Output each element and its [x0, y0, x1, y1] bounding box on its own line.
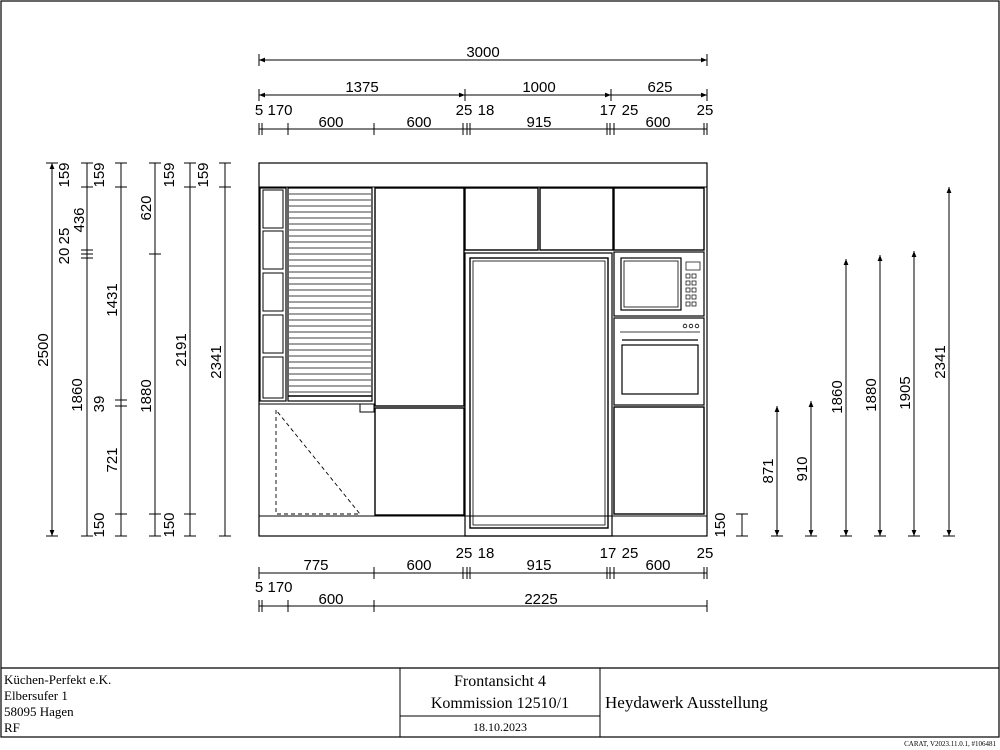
tall-lower-door [375, 408, 464, 515]
dim-left-1431: 1431 [104, 283, 121, 317]
dim-right-1860: 1860 [829, 380, 846, 414]
dim-left-150b: 150 [161, 512, 178, 538]
dim-left-1860: 1860 [69, 378, 86, 412]
dim-top-915: 915 [526, 114, 552, 131]
drawer-initials: RF [4, 720, 20, 735]
fridge-top-left-door [465, 188, 538, 250]
view-title: Frontansicht 4 [454, 673, 546, 690]
drawing-date: 18.10.2023 [473, 720, 527, 734]
dim-bot-775: 775 [303, 557, 329, 574]
dim-bot-25c: 25 [696, 545, 714, 562]
dim-top-600a: 600 [318, 114, 344, 131]
sheet-border [1, 1, 999, 737]
right-upper-door [614, 188, 704, 250]
microwave-controls [686, 262, 700, 306]
roller-shutter-cabinet [288, 188, 372, 401]
dim-left-159d: 159 [195, 162, 212, 188]
dim-top-1375: 1375 [345, 79, 379, 96]
dim-bot-5: 5 [254, 579, 264, 596]
dim-left-20: 20 [56, 247, 73, 265]
open-shelf [260, 188, 286, 401]
top-dimension-labels [255, 44, 714, 131]
dim-bot-2225: 2225 [524, 591, 558, 608]
right-dimension-labels [712, 345, 949, 537]
dim-top-17: 17 [599, 102, 617, 119]
wall-outline [259, 163, 707, 536]
dim-right-1905: 1905 [897, 376, 914, 410]
dim-top-625: 625 [647, 79, 673, 96]
company-city: 58095 Hagen [4, 704, 74, 719]
dim-bot-600c: 600 [318, 591, 344, 608]
microwave [614, 252, 704, 316]
dim-bot-915: 915 [526, 557, 552, 574]
company-street: Elbersufer 1 [4, 688, 68, 703]
fridge-door [470, 258, 608, 528]
dim-top-3000: 3000 [466, 44, 500, 61]
dim-top-170: 170 [267, 102, 293, 119]
dim-right-1880: 1880 [863, 378, 880, 412]
software-version: CARAT, V2023.11.0.1, #106481 [904, 740, 996, 748]
dim-bot-18: 18 [477, 545, 495, 562]
dim-left-436: 436 [71, 207, 88, 233]
dim-top-600b: 600 [406, 114, 432, 131]
project-name: Heydawerk Ausstellung [605, 693, 768, 712]
dim-top-25a: 25 [455, 102, 473, 119]
dim-bot-600a: 600 [406, 557, 432, 574]
dim-left-2341: 2341 [208, 345, 225, 379]
dim-left-2191: 2191 [173, 333, 190, 367]
commission-number: Kommission 12510/1 [430, 695, 570, 712]
dim-top-18: 18 [477, 102, 495, 119]
right-base-door [614, 407, 704, 514]
oven [614, 318, 704, 405]
bottom-dimension-labels [255, 545, 714, 608]
dim-left-159c: 159 [161, 162, 178, 188]
dim-left-150a: 150 [91, 512, 108, 538]
dim-top-5: 5 [254, 102, 264, 119]
dim-left-25: 25 [56, 227, 73, 245]
dim-left-620: 620 [138, 195, 155, 221]
dim-right-910: 910 [794, 456, 811, 482]
dim-bot-25b: 25 [621, 545, 639, 562]
tall-upper-door [375, 188, 464, 406]
dim-bot-25a: 25 [455, 545, 473, 562]
dim-right-2341: 2341 [932, 345, 949, 379]
dim-top-1000: 1000 [522, 79, 556, 96]
dim-left-159a: 159 [56, 162, 73, 188]
fridge-niche [465, 253, 612, 536]
left-dimension-labels [35, 162, 225, 537]
kitchen-elevation [259, 163, 707, 536]
dim-top-25b: 25 [621, 102, 639, 119]
dim-right-150: 150 [712, 512, 729, 538]
dim-bot-600b: 600 [645, 557, 671, 574]
dim-left-2500: 2500 [35, 333, 52, 367]
roller-shutter-slats [289, 194, 371, 392]
dim-bot-17: 17 [599, 545, 617, 562]
dim-top-600c: 600 [645, 114, 671, 131]
dim-top-25c: 25 [696, 102, 714, 119]
corner-base-hidden [276, 410, 360, 514]
dim-left-1880: 1880 [138, 379, 155, 413]
company-name: Küchen-Perfekt e.K. [4, 672, 112, 687]
dim-left-721: 721 [104, 447, 121, 473]
dim-bot-170: 170 [267, 579, 293, 596]
dim-left-39: 39 [91, 395, 108, 413]
dim-right-871: 871 [760, 458, 777, 484]
dim-left-159b: 159 [91, 162, 108, 188]
fridge-top-right-door [540, 188, 613, 250]
